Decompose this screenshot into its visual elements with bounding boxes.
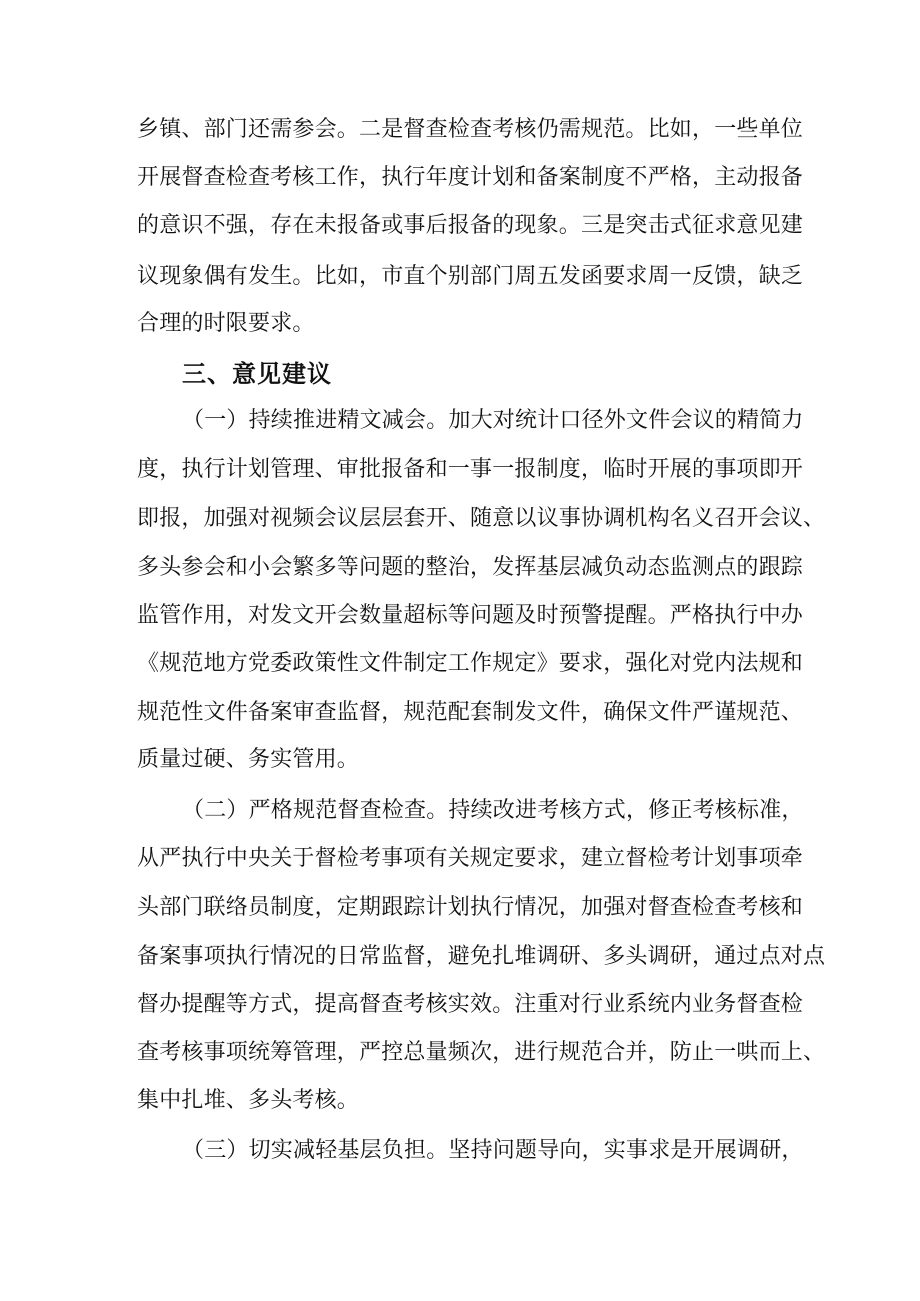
para1-line-5: 监管作用，对发文开会数量超标等问题及时预警提醒。严格执行中办 [137,603,804,628]
intro-line-1: 乡镇、部门还需参会。二是督查检查考核仍需规范。比如，一些单位 [137,117,804,142]
intro-line-5: 合理的时限要求。 [137,311,315,336]
para1-line-7: 规范性文件备案审查监督，规范配套制发文件，确保文件严谨规范、 [137,700,804,725]
intro-line-3: 的意识不强，存在未报备或事后报备的现象。三是突击式征求意见建 [137,213,804,238]
para3-line-1: （三）切实减轻基层负担。坚持问题导向，实事求是开展调研， [182,1138,804,1163]
para2-line-1: （二）严格规范督查检查。持续改进考核方式，修正考核标准， [182,798,804,823]
intro-line-2: 开展督查检查考核工作，执行年度计划和备案制度不严格，主动报备 [137,165,804,190]
para1-line-8: 质量过硬、务实管用。 [137,747,360,772]
para2-line-5: 督办提醒等方式，提高督查考核实效。注重对行业系统内业务督查检 [137,992,804,1017]
para1-line-4: 多头参会和小会繁多等问题的整治，发挥基层减负动态监测点的跟踪 [137,555,804,580]
para2-line-6: 查考核事项统筹管理，严控总量频次，进行规范合并，防止一哄而上、 [137,1040,826,1065]
para2-line-3: 头部门联络员制度，定期跟踪计划执行情况，加强对督查检查考核和 [137,895,804,920]
para2-line-4: 备案事项执行情况的日常监督，避免扎堆调研、多头调研，通过点对点 [137,944,826,969]
para2-line-2: 从严执行中央关于督检考事项有关规定要求，建立督检考计划事项牵 [137,846,804,871]
para1-line-6: 《规范地方党委政策性文件制定工作规定》要求，强化对党内法规和 [137,651,804,676]
section-heading: 三、意见建议 [182,360,332,388]
para2-line-7: 集中扎堆、多头考核。 [137,1088,360,1113]
intro-line-4: 议现象偶有发生。比如，市直个别部门周五发函要求周一反馈，缺乏 [137,264,804,289]
para1-line-2: 度，执行计划管理、审批报备和一事一报制度，临时开展的事项即开 [137,457,804,482]
para1-line-3: 即报，加强对视频会议层层套开、随意以议事协调机构名义召开会议、 [137,506,826,531]
para1-line-1: （一）持续推进精文减会。加大对统计口径外文件会议的精简力 [182,408,804,433]
